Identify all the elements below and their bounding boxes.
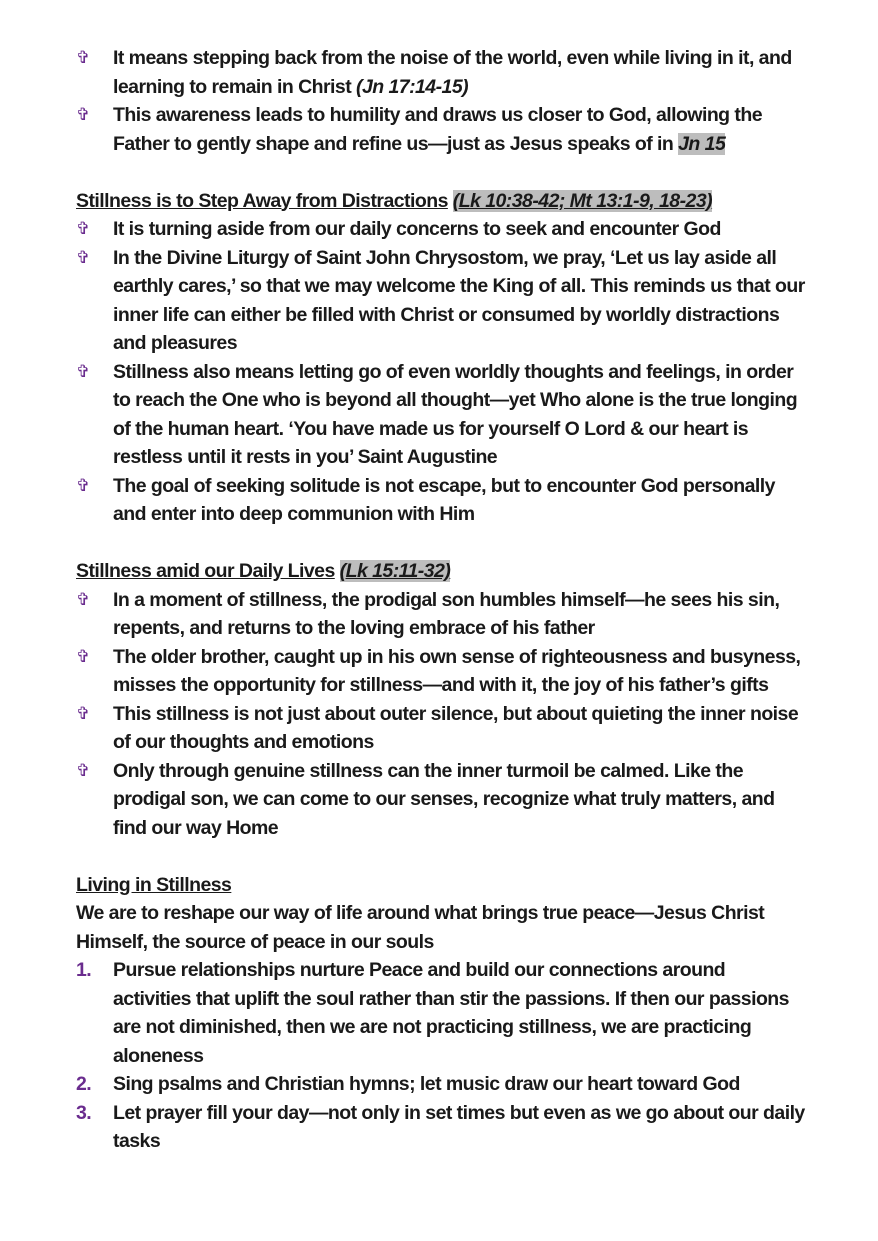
document-body <box>76 44 806 1156</box>
list-number: 1. <box>76 959 92 981</box>
spacer <box>76 158 806 187</box>
cross-bullet-icon: ✞ <box>76 760 90 780</box>
section1-item <box>76 472 806 529</box>
section2-ref: (Lk 15:11-32) <box>339 560 451 582</box>
section2-item-text: Only through genuine stillness can the inner turmoil be calmed. Like the prodigal son, we can come to our senses, recognize what truly matters, and find our way Home <box>113 759 775 839</box>
section1-ref: (Lk 10:38-42; Mt 13:1-9, 18-23) <box>452 189 713 212</box>
section2-item <box>76 700 806 757</box>
section3-intro: We are to reshape our way of life around what brings true peace—Jesus Christ Himself, the source of peace in our souls <box>76 902 765 953</box>
section2-title: Stillness amid our Daily Lives <box>76 560 335 582</box>
cross-bullet-icon: ✞ <box>76 646 90 666</box>
intro-item-2-ref: Jn 15 <box>678 132 726 155</box>
section1-item <box>76 244 806 358</box>
cross-bullet-icon: ✞ <box>76 475 90 495</box>
section2-item-text: This stillness is not just about outer silence, but about quieting the inner noise of our thoughts and emotions <box>113 702 799 753</box>
section3-numbered-item <box>76 956 806 1070</box>
section1-item <box>76 215 806 244</box>
section2-heading <box>76 557 806 586</box>
section2-item-text: In a moment of stillness, the prodigal son humbles himself—he sees his sin, repents, and returns to the loving embrace of his father <box>113 588 780 639</box>
section3-item-text: Sing psalms and Christian hymns; let music draw our heart toward God <box>113 1073 740 1095</box>
section1-item-text: Stillness also means letting go of even worldly thoughts and feelings, in order to reach the One who is beyond all thought—yet Who alone is the true longing of the human heart. ‘You have made us for yourself O Lord & our heart is restless until it rests in you’ Saint Augustine <box>113 360 798 468</box>
spacer <box>76 529 806 558</box>
section2-item-text: The older brother, caught up in his own sense of righteousness and busyness, misses the opportunity for stillness—and with it, the joy of his father’s gifts <box>113 645 801 696</box>
spacer <box>76 842 806 871</box>
intro-item-1-ref: (Jn 17:14-15) <box>356 75 469 98</box>
cross-bullet-icon: ✞ <box>76 247 90 267</box>
section3-numbered-item <box>76 1070 806 1099</box>
section1-item-text: The goal of seeking solitude is not escape, but to encounter God personally and enter into deep communion with Him <box>113 474 775 525</box>
cross-bullet-icon: ✞ <box>76 105 90 124</box>
section3-item-text: Pursue relationships nurture Peace and build our connections around activities that uplift the soul rather than stir the passions. If then our passions are not diminished, then we are not practicing stillness, we are practicing aloneness <box>113 959 789 1067</box>
cross-bullet-icon: ✞ <box>76 703 90 723</box>
section1-title: Stillness is to Step Away from Distractions <box>76 189 448 212</box>
cross-bullet-icon: ✞ <box>76 219 90 238</box>
section2-item <box>76 586 806 643</box>
section1-item <box>76 358 806 472</box>
section1-item-text: It is turning aside from our daily concerns to seek and encounter God <box>113 218 721 240</box>
section3-item-text: Let prayer fill your day—not only in set times but even as we go about our daily tasks <box>113 1101 805 1152</box>
section3-heading <box>76 871 806 900</box>
section2-item <box>76 757 806 843</box>
section2-item <box>76 643 806 700</box>
cross-bullet-icon: ✞ <box>76 48 90 67</box>
intro-item-2 <box>76 101 806 158</box>
section1-heading <box>76 187 806 216</box>
section3-numbered-item <box>76 1099 806 1156</box>
list-number: 3. <box>76 1101 92 1124</box>
intro-item-1-text: It means stepping back from the noise of the world, even while living in it, and learning to remain in Christ <box>113 47 792 98</box>
section3-title: Living in Stillness <box>76 873 232 896</box>
list-number: 2. <box>76 1073 92 1095</box>
cross-bullet-icon: ✞ <box>76 361 90 381</box>
intro-item-1 <box>76 44 806 101</box>
section1-item-text: In the Divine Liturgy of Saint John Chrysostom, we pray, ‘Let us lay aside all earthly cares,’ so that we may welcome the King of all. This reminds us that our inner life can either be filled with Christ or consumed by worldly distractions and pleasures <box>113 246 805 354</box>
cross-bullet-icon: ✞ <box>76 589 90 609</box>
intro-item-2-text: This awareness leads to humility and draws us closer to God, allowing the Father to gently shape and refine us—just as Jesus speaks of in <box>113 104 763 155</box>
